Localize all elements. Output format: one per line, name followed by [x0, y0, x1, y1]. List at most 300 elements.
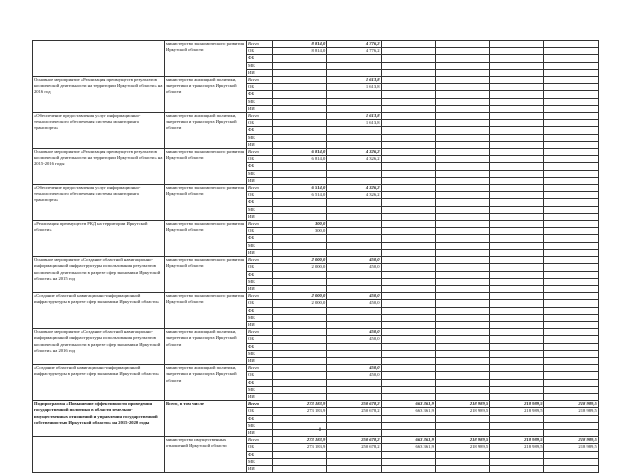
- amount-cell: [327, 206, 381, 213]
- amount-cell: [490, 300, 544, 307]
- amount-cell: [381, 372, 435, 379]
- funding-source: ОБ: [247, 444, 273, 451]
- funding-source: Всего: [247, 401, 273, 408]
- amount-cell: [490, 257, 544, 264]
- amount-cell: [381, 170, 435, 177]
- amount-cell: [327, 127, 381, 134]
- funding-source: ИИ: [247, 141, 273, 148]
- funding-source: ФБ: [247, 343, 273, 350]
- amount-cell: [435, 415, 489, 422]
- amount-cell: [435, 149, 489, 156]
- funding-source: ФБ: [247, 235, 273, 242]
- funding-source: МБ: [247, 62, 273, 69]
- amount-cell: [490, 307, 544, 314]
- amount-cell: [544, 221, 598, 228]
- amount-cell: 300,0: [273, 228, 327, 235]
- amount-cell: [435, 91, 489, 98]
- amount-cell: [435, 307, 489, 314]
- amount-cell: [273, 458, 327, 465]
- amount-cell: [273, 465, 327, 472]
- activity-description: Основное мероприятие «Создание областной навигационно-информационной инфраструктуры использования результатов космической деятельности в разрезе сфер экономики Иркутской области» на 2015 год: [33, 257, 165, 293]
- funding-source: МБ: [247, 422, 273, 429]
- amount-cell: [544, 141, 598, 148]
- amount-cell: [490, 84, 544, 91]
- funding-source: ИИ: [247, 321, 273, 328]
- amount-cell: [435, 55, 489, 62]
- amount-cell: [381, 213, 435, 220]
- amount-cell: [435, 350, 489, 357]
- funding-source: ОБ: [247, 264, 273, 271]
- amount-cell: [381, 55, 435, 62]
- amount-cell: [490, 451, 544, 458]
- amount-cell: [435, 257, 489, 264]
- amount-cell: 218 989,5: [435, 444, 489, 451]
- funding-source: ФБ: [247, 163, 273, 170]
- amount-cell: [327, 98, 381, 105]
- amount-cell: [544, 170, 598, 177]
- funding-source: МБ: [247, 386, 273, 393]
- amount-cell: [490, 314, 544, 321]
- amount-cell: [544, 134, 598, 141]
- amount-cell: 450,0: [327, 293, 381, 300]
- funding-source: МБ: [247, 98, 273, 105]
- amount-cell: [381, 257, 435, 264]
- amount-cell: 218 989,5: [490, 401, 544, 408]
- amount-cell: [381, 307, 435, 314]
- amount-cell: [490, 293, 544, 300]
- amount-cell: [381, 84, 435, 91]
- amount-cell: [490, 321, 544, 328]
- responsible-executor: министерство жилищной политики, энергетики и транспорта Иркутской области: [165, 329, 247, 365]
- funding-source: ИИ: [247, 177, 273, 184]
- funding-source: ИИ: [247, 465, 273, 472]
- amount-cell: [381, 77, 435, 84]
- amount-cell: 218 989,5: [490, 408, 544, 415]
- amount-cell: [435, 105, 489, 112]
- amount-cell: [490, 386, 544, 393]
- amount-cell: [435, 343, 489, 350]
- amount-cell: [435, 185, 489, 192]
- funding-source: ФБ: [247, 91, 273, 98]
- amount-cell: [381, 458, 435, 465]
- amount-cell: [327, 55, 381, 62]
- responsible-executor: министерство жилищной политики, энергетики и транспорта Иркутской области: [165, 365, 247, 401]
- amount-cell: [544, 105, 598, 112]
- amount-cell: [435, 177, 489, 184]
- amount-cell: [544, 98, 598, 105]
- amount-cell: [381, 228, 435, 235]
- amount-cell: [381, 293, 435, 300]
- amount-cell: [490, 465, 544, 472]
- amount-cell: [435, 314, 489, 321]
- funding-source: ИИ: [247, 393, 273, 400]
- responsible-executor: министерство экономического развития Иркутской области: [165, 293, 247, 329]
- amount-cell: [490, 249, 544, 256]
- table-row: [33, 41, 599, 48]
- amount-cell: [327, 415, 381, 422]
- funding-source: Всего: [247, 149, 273, 156]
- amount-cell: [435, 285, 489, 292]
- page-number: 8: [318, 428, 322, 433]
- amount-cell: [435, 163, 489, 170]
- amount-cell: [490, 192, 544, 199]
- funding-source: ОБ: [247, 48, 273, 55]
- amount-cell: 218 989,5: [490, 444, 544, 451]
- amount-cell: [544, 285, 598, 292]
- funding-source: МБ: [247, 134, 273, 141]
- amount-cell: [327, 134, 381, 141]
- amount-cell: 1 613,8: [327, 84, 381, 91]
- amount-cell: [435, 84, 489, 91]
- amount-cell: [435, 228, 489, 235]
- amount-cell: 450,0: [327, 336, 381, 343]
- amount-cell: [273, 177, 327, 184]
- amount-cell: [381, 386, 435, 393]
- funding-source: ФБ: [247, 451, 273, 458]
- amount-cell: 218 989,5: [490, 437, 544, 444]
- responsible-executor: министерство экономического развития Иркутской области: [165, 221, 247, 257]
- amount-cell: [544, 199, 598, 206]
- amount-cell: [544, 249, 598, 256]
- amount-cell: [435, 62, 489, 69]
- amount-cell: [381, 249, 435, 256]
- amount-cell: [381, 415, 435, 422]
- amount-cell: [381, 336, 435, 343]
- amount-cell: [327, 62, 381, 69]
- responsible-executor: министерство экономического развития Иркутской области: [165, 257, 247, 293]
- amount-cell: [544, 372, 598, 379]
- funding-source: МБ: [247, 242, 273, 249]
- amount-cell: [435, 321, 489, 328]
- amount-cell: [273, 105, 327, 112]
- amount-cell: [381, 350, 435, 357]
- funding-source: Всего: [247, 41, 273, 48]
- amount-cell: [435, 199, 489, 206]
- amount-cell: [435, 451, 489, 458]
- amount-cell: [544, 321, 598, 328]
- amount-cell: 218 989,5: [544, 444, 598, 451]
- budget-table: [32, 40, 599, 473]
- amount-cell: [544, 185, 598, 192]
- amount-cell: [381, 41, 435, 48]
- amount-cell: [327, 465, 381, 472]
- amount-cell: [381, 69, 435, 76]
- amount-cell: [435, 365, 489, 372]
- amount-cell: [490, 278, 544, 285]
- amount-cell: [544, 357, 598, 364]
- activity-description: Основное мероприятие «Реализация преимуществ результатов космической деятельности на территории Иркутской области» на 2015-2016 годы: [33, 149, 165, 185]
- amount-cell: [435, 192, 489, 199]
- amount-cell: [327, 343, 381, 350]
- funding-source: Всего: [247, 365, 273, 372]
- amount-cell: [381, 264, 435, 271]
- amount-cell: [381, 379, 435, 386]
- amount-cell: [490, 285, 544, 292]
- amount-cell: [544, 41, 598, 48]
- amount-cell: [544, 465, 598, 472]
- responsible-executor: министерство жилищной политики, энергетики и транспорта Иркутской области: [165, 113, 247, 149]
- table-row: [33, 257, 599, 264]
- amount-cell: [273, 242, 327, 249]
- amount-cell: [544, 386, 598, 393]
- amount-cell: [327, 321, 381, 328]
- amount-cell: [490, 134, 544, 141]
- amount-cell: [327, 285, 381, 292]
- amount-cell: [327, 105, 381, 112]
- funding-source: ИИ: [247, 69, 273, 76]
- amount-cell: [544, 177, 598, 184]
- amount-cell: [273, 113, 327, 120]
- amount-cell: [381, 365, 435, 372]
- amount-cell: [435, 336, 489, 343]
- amount-cell: [381, 285, 435, 292]
- amount-cell: [544, 271, 598, 278]
- amount-cell: [273, 213, 327, 220]
- amount-cell: [435, 213, 489, 220]
- amount-cell: [435, 127, 489, 134]
- amount-cell: [381, 105, 435, 112]
- responsible-executor: министерство экономического развития Иркутской области: [165, 149, 247, 185]
- funding-source: ФБ: [247, 55, 273, 62]
- amount-cell: [273, 278, 327, 285]
- amount-cell: [544, 149, 598, 156]
- amount-cell: [544, 293, 598, 300]
- amount-cell: [381, 343, 435, 350]
- amount-cell: [273, 329, 327, 336]
- amount-cell: 250 678,2: [327, 401, 381, 408]
- amount-cell: [327, 249, 381, 256]
- amount-cell: 1 613,8: [327, 77, 381, 84]
- amount-cell: [273, 170, 327, 177]
- amount-cell: [544, 257, 598, 264]
- amount-cell: [435, 393, 489, 400]
- amount-cell: [273, 314, 327, 321]
- amount-cell: [327, 271, 381, 278]
- amount-cell: [544, 242, 598, 249]
- budget-table-body: [33, 41, 599, 473]
- amount-cell: [544, 278, 598, 285]
- amount-cell: [273, 62, 327, 69]
- amount-cell: [273, 307, 327, 314]
- amount-cell: 450,0: [327, 264, 381, 271]
- amount-cell: [327, 350, 381, 357]
- amount-cell: [544, 69, 598, 76]
- amount-cell: [490, 170, 544, 177]
- amount-cell: 663 361,9: [381, 408, 435, 415]
- funding-source: ИИ: [247, 357, 273, 364]
- funding-source: ОБ: [247, 408, 273, 415]
- amount-cell: [490, 343, 544, 350]
- amount-cell: [490, 199, 544, 206]
- amount-cell: [327, 91, 381, 98]
- funding-source: Всего: [247, 437, 273, 444]
- amount-cell: [327, 221, 381, 228]
- amount-cell: 273 183,9: [273, 437, 327, 444]
- amount-cell: [544, 213, 598, 220]
- funding-source: ИИ: [247, 213, 273, 220]
- amount-cell: [544, 415, 598, 422]
- amount-cell: 663 361,9: [381, 437, 435, 444]
- amount-cell: [435, 48, 489, 55]
- amount-cell: [490, 69, 544, 76]
- amount-cell: [381, 271, 435, 278]
- amount-cell: 4 776,2: [327, 41, 381, 48]
- funding-source: МБ: [247, 170, 273, 177]
- amount-cell: [435, 235, 489, 242]
- amount-cell: [544, 458, 598, 465]
- amount-cell: [490, 127, 544, 134]
- amount-cell: [327, 213, 381, 220]
- funding-source: ФБ: [247, 199, 273, 206]
- amount-cell: 6 814,0: [273, 149, 327, 156]
- funding-source: МБ: [247, 206, 273, 213]
- table-row: [33, 77, 599, 84]
- amount-cell: [435, 372, 489, 379]
- amount-cell: [327, 451, 381, 458]
- funding-source: ИИ: [247, 285, 273, 292]
- amount-cell: [327, 307, 381, 314]
- amount-cell: 4 326,2: [327, 149, 381, 156]
- amount-cell: [435, 249, 489, 256]
- amount-cell: 250 678,2: [327, 408, 381, 415]
- amount-cell: [435, 465, 489, 472]
- amount-cell: [381, 91, 435, 98]
- funding-source: ОБ: [247, 300, 273, 307]
- amount-cell: [381, 393, 435, 400]
- amount-cell: [273, 393, 327, 400]
- amount-cell: [327, 242, 381, 249]
- funding-source: Всего: [247, 185, 273, 192]
- amount-cell: [490, 149, 544, 156]
- amount-cell: [544, 192, 598, 199]
- funding-source: Всего: [247, 113, 273, 120]
- amount-cell: 4 326,2: [327, 156, 381, 163]
- amount-cell: [381, 314, 435, 321]
- table-row: [33, 149, 599, 156]
- funding-source: ОБ: [247, 192, 273, 199]
- amount-cell: [490, 235, 544, 242]
- amount-cell: [273, 77, 327, 84]
- funding-source: ФБ: [247, 271, 273, 278]
- amount-cell: [381, 221, 435, 228]
- amount-cell: [544, 336, 598, 343]
- amount-cell: [490, 336, 544, 343]
- funding-source: ОБ: [247, 156, 273, 163]
- funding-source: ОБ: [247, 372, 273, 379]
- amount-cell: [490, 98, 544, 105]
- amount-cell: [490, 141, 544, 148]
- amount-cell: [490, 113, 544, 120]
- funding-source: МБ: [247, 278, 273, 285]
- amount-cell: [544, 48, 598, 55]
- amount-cell: [490, 242, 544, 249]
- amount-cell: [490, 357, 544, 364]
- funding-source: ИИ: [247, 249, 273, 256]
- amount-cell: [490, 350, 544, 357]
- amount-cell: [273, 321, 327, 328]
- amount-cell: [381, 357, 435, 364]
- amount-cell: [490, 206, 544, 213]
- responsible-executor: Всего, в том числе: [165, 401, 247, 437]
- amount-cell: [273, 451, 327, 458]
- amount-cell: [490, 55, 544, 62]
- amount-cell: [435, 271, 489, 278]
- amount-cell: 1 613,8: [327, 113, 381, 120]
- amount-cell: [435, 458, 489, 465]
- amount-cell: [273, 206, 327, 213]
- amount-cell: [327, 235, 381, 242]
- amount-cell: [273, 336, 327, 343]
- amount-cell: [273, 379, 327, 386]
- amount-cell: [381, 321, 435, 328]
- amount-cell: [327, 379, 381, 386]
- amount-cell: [435, 156, 489, 163]
- amount-cell: [435, 77, 489, 84]
- amount-cell: [490, 177, 544, 184]
- amount-cell: [435, 69, 489, 76]
- funding-source: Всего: [247, 221, 273, 228]
- amount-cell: [490, 163, 544, 170]
- amount-cell: [273, 235, 327, 242]
- amount-cell: [544, 55, 598, 62]
- amount-cell: 218 989,5: [544, 408, 598, 415]
- funding-source: МБ: [247, 350, 273, 357]
- activity-description: [33, 41, 165, 77]
- amount-cell: [490, 156, 544, 163]
- amount-cell: [544, 120, 598, 127]
- amount-cell: [435, 134, 489, 141]
- amount-cell: [544, 235, 598, 242]
- amount-cell: 300,0: [273, 221, 327, 228]
- amount-cell: [273, 285, 327, 292]
- amount-cell: [381, 185, 435, 192]
- amount-cell: [544, 77, 598, 84]
- amount-cell: [381, 278, 435, 285]
- amount-cell: [490, 185, 544, 192]
- amount-cell: [273, 127, 327, 134]
- amount-cell: [490, 228, 544, 235]
- amount-cell: [435, 264, 489, 271]
- activity-description: [33, 437, 165, 473]
- amount-cell: 663 361,9: [381, 444, 435, 451]
- funding-source: ОБ: [247, 336, 273, 343]
- amount-cell: [544, 451, 598, 458]
- amount-cell: [273, 91, 327, 98]
- amount-cell: [381, 48, 435, 55]
- amount-cell: 450,0: [327, 329, 381, 336]
- amount-cell: [273, 69, 327, 76]
- amount-cell: [490, 271, 544, 278]
- amount-cell: [273, 415, 327, 422]
- amount-cell: [381, 120, 435, 127]
- amount-cell: [273, 199, 327, 206]
- amount-cell: [381, 177, 435, 184]
- amount-cell: [544, 343, 598, 350]
- amount-cell: 450,0: [327, 257, 381, 264]
- funding-source: Всего: [247, 329, 273, 336]
- table-row: [33, 437, 599, 444]
- funding-source: ФБ: [247, 127, 273, 134]
- amount-cell: [273, 249, 327, 256]
- amount-cell: [273, 98, 327, 105]
- table-row: [33, 365, 599, 372]
- amount-cell: [490, 458, 544, 465]
- amount-cell: [544, 62, 598, 69]
- amount-cell: [490, 91, 544, 98]
- amount-cell: 4 776,2: [327, 48, 381, 55]
- amount-cell: [273, 271, 327, 278]
- amount-cell: [435, 300, 489, 307]
